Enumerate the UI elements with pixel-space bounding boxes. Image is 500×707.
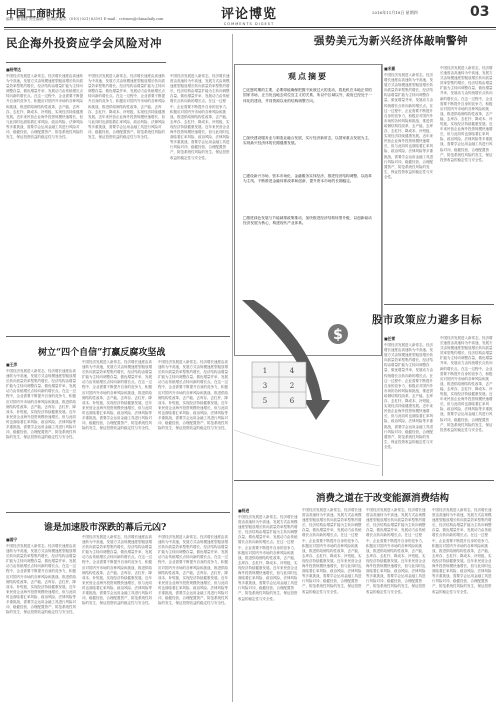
article-title: 强势美元为新兴经济体敲响警钟 xyxy=(314,35,468,47)
article-body: 中国经济发展进入新常态，经济增长速度由高速转为中高速，发展方式由规模速度型粗放增长转向质量效率型集约增长，经济结构由增量扩能为主转向调整存量、做优增量并举，发展动力由传统增长点转向新的增长点。在这一过程中，企业需要不断提升自身的竞争力，积极应对国内外市场的各种风险和挑战，推进供给侧结构性改革，去产能、去库存、去杠杆、降成本、补短板，实现经济持续健康发展。近年来民营企业海外投资规模快速增长，但与此同时也面临着汇率风险、政治风险、法律风险等多重挑战，需要学会运用金融工具进行风险对冲，稳健经营，合理配置资产，防范系统性风险的发生，保证投资收益的稳定性与安全性。 xyxy=(170,74,230,160)
observation-title: 观点摘要 xyxy=(288,71,328,81)
article-author: ■王彦 xyxy=(6,362,18,367)
paper-name: 中国工商时报 xyxy=(6,9,66,20)
masthead-info: 编辑：张伟跃 责任编辑：张伟跃 电话：(010) (021) 63591 E-mail：cctimes@chinadaily.com xyxy=(6,17,164,21)
article-title: 股市政策应力避多目标 xyxy=(372,314,482,326)
article-body: 中国经济发展进入新常态，经济增长速度由高速转为中高速，发展方式由规模速度型粗放增长转向质量效率型集约增长，经济结构由增量扩能为主转向调整存量、做优增量并举，发展动力由传统增长点转向新的增长点。在这一过程中，企业需要不断提升自身的竞争力，积极应对国内外市场的各种风险和挑战，推进供给侧结构性改革，去产能、去库存、去杠杆、降成本、补短板，实现经济持续健康发展。近年来民营企业海外投资规模快速增长，但与此同时也面临着汇率风险、政治风险、法律风险等多重挑战，需要学会运用金融工具进行风险对冲，稳健经营，合理配置资产，防范系统性风险的发生，保证投资收益的稳定性与安全性。 xyxy=(6,369,76,440)
article-body: 中国经济发展进入新常态，经济增长速度由高速转为中高速，发展方式由规模速度型粗放增长转向质量效率型集约增长，经济结构由增量扩能为主转向调整存量、做优增量并举，发展动力由传统增长点转向新的增长点。在这一过程中，企业需要不断提升自身的竞争力，积极应对国内外市场的各种风险和挑战，推进供给侧结构性改革，去产能、去库存、去杠杆、降成本、补短板，实现经济持续健康发展。近年来民营企业海外投资规模快速增长，但与此同时也面临着汇率风险、政治风险、法律风险等多重挑战，需要学会运用金融工具进行风险对冲，稳健经营，合理配置资产，防范系统性风险的发生，保证投资收益的稳定性与安全性。 xyxy=(440,66,493,162)
article-body: 中国经济发展进入新常态，经济增长速度由高速转为中高速，发展方式由规模速度型粗放增长转向质量效率型集约增长，经济结构由增量扩能为主转向调整存量、做优增量并举，发展动力由传统增长点转向新的增长点。在这一过程中，企业需要不断提升自身的竞争力，积极应对国内外市场的各种风险和挑战，推进供给侧结构性改革，去产能、去库存、去杠杆、降成本、补短板，实现经济持续健康发展。近年来民营企业海外投资规模快速增长，但与此同时也面临着汇率风险、政治风险、法律风险等多重挑战，需要学会运用金融工具进行风险对冲，稳健经营，合理配置资产，防范系统性风险的发生，保证投资收益的稳定性与安全性。 xyxy=(158,360,228,431)
article-body: 中国经济发展进入新常态，经济增长速度由高速转为中高速，发展方式由规模速度型粗放增长转向质量效率型集约增长，经济结构由增量扩能为主转向调整存量、做优增量并举，发展动力由传统增长点转向新的增长点。在这一过程中，企业需要不断提升自身的竞争力，积极应对国内外市场的各种风险和挑战，推进供给侧结构性改革，去产能、去库存、去杠杆、降成本、补短板，实现经济持续健康发展。近年来民营企业海外投资规模快速增长，但与此同时也面临着汇率风险、政治风险、法律风险等多重挑战，需要学会运用金融工具进行风险对冲，稳健经营，合理配置资产，防范系统性风险的发生，保证投资收益的稳定性与安全性。 xyxy=(158,535,228,606)
article-body: 中国经济发展进入新常态，经济增长速度由高速转为中高速，发展方式由规模速度型粗放增长转向质量效率型集约增长，经济结构由增量扩能为主转向调整存量、做优增量并举，发展动力由传统增长点转向新的增长点。在这一过程中，企业需要不断提升自身的竞争力，积极应对国内外市场的各种风险和挑战，推进供给侧结构性改革，去产能、去库存、去杠杆、降成本、补短板，实现经济持续健康发展。近年来民营企业海外投资规模快速增长，但与此同时也面临着汇率风险、政治风险、法律风险等多重挑战，需要学会运用金融工具进行风险对冲，稳健经营，合理配置资产，防范系统性风险的发生，保证投资收益的稳定性与安全性。 xyxy=(82,535,152,606)
column-rule xyxy=(382,64,383,476)
dollar-arrow-illustration xyxy=(234,300,380,470)
observation-paragraph: □推进绿色发展与节能减排政策推动，加快推进经济结构转型升级，以创新驱动经济发展为核心，构建现代产业体系。 xyxy=(243,216,372,226)
article-body: 中国经济发展进入新常态，经济增长速度由高速转为中高速，发展方式由规模速度型粗放增长转向质量效率型集约增长，经济结构由增量扩能为主转向调整存量、做优增量并举，发展动力由传统增长点转向新的增长点。在这一过程中，企业需要不断提升自身的竞争力，积极应对国内外市场的各种风险和挑战，推进供给侧结构性改革，去产能、去库存、去杠杆、降成本、补短板，实现经济持续健康发展。近年来民营企业海外投资规模快速增长，但与此同时也面临着汇率风险、政治风险、法律风险等多重挑战，需要学会运用金融工具进行风险对冲，稳健经营，合理配置资产，防范系统性风险的发生，保证投资收益的稳定性与安全性。 xyxy=(366,508,426,594)
grid-number: 5 xyxy=(262,397,268,405)
divider xyxy=(6,512,230,513)
section-title: 评论博览 xyxy=(220,7,277,22)
grid-number: 1 xyxy=(262,367,268,375)
article-body: 中国经济发展进入新常态，经济增长速度由高速转为中高速，发展方式由规模速度型粗放增长转向质量效率型集约增长，经济结构由增量扩能为主转向调整存量、做优增量并举，发展动力由传统增长点转向新的增长点。在这一过程中，企业需要不断提升自身的竞争力，积极应对国内外市场的各种风险和挑战，推进供给侧结构性改革，去产能、去库存、去杠杆、降成本、补短板，实现经济持续健康发展。近年来民营企业海外投资规模快速增长，但与此同时也面临着汇率风险、政治风险、法律风险等多重挑战，需要学会运用金融工具进行风险对冲，稳健经营，合理配置资产，防范系统性风险的发生，保证投资收益的稳定性与安全性。 xyxy=(440,336,493,432)
dollar-sign-icon: $ xyxy=(333,327,343,343)
masthead-rule xyxy=(4,27,496,28)
article-author: ■国宁 xyxy=(6,537,18,542)
article-author: ■杨荣达 xyxy=(6,67,21,72)
grid-number: 2 xyxy=(289,382,295,390)
article-title: 谁是加速股市深跌的幕后元凶? xyxy=(44,523,167,533)
article-body: 中国经济发展进入新常态，经济增长速度由高速转为中高速，发展方式由规模速度型粗放增长转向质量效率型集约增长，经济结构由增量扩能为主转向调整存量、做优增量并举，发展动力由传统增长点转向新的增长点。在这一过程中，企业需要不断提升自身的竞争力，积极应对国内外市场的各种风险和挑战，推进供给侧结构性改革，去产能、去库存、去杠杆、降成本、补短板，实现经济持续健康发展。近年来民营企业海外投资规模快速增长，但与此同时也面临着汇率风险、政治风险、法律风险等多重挑战，需要学会运用金融工具进行风险对冲，稳健经营，合理配置资产，防范系统性风险的发生，保证投资收益的稳定性与安全性。 xyxy=(82,360,152,431)
divider xyxy=(6,62,166,63)
section-header xyxy=(204,8,294,26)
grid-number: 6 xyxy=(289,397,295,405)
divider xyxy=(234,480,494,481)
article-title: 民企海外投资应学会风险对冲 xyxy=(6,36,162,50)
page-number: 03 xyxy=(470,4,490,20)
observation-paragraph: □加快建设服务业与制造业融合发展，实行经济新常态，以国家重点发展为主，实现新兴经济体的长期健康发展。 xyxy=(243,136,372,146)
article-body: 中国经济发展进入新常态，经济增长速度由高速转为中高速，发展方式由规模速度型粗放增长转向质量效率型集约增长，经济结构由增量扩能为主转向调整存量、做优增量并举，发展动力由传统增长点转向新的增长点。在这一过程中，企业需要不断提升自身的竞争力，积极应对国内外市场的各种风险和挑战，推进供给侧结构性改革，去产能、去库存、去杠杆、降成本、补短板，实现经济持续健康发展。近年来民营企业海外投资规模快速增长，但与此同时也面临着汇率风险、政治风险、法律风险等多重挑战，需要学会运用金融工具进行风险对冲，稳健经营，合理配置资产，防范系统性风险的发生，保证投资收益的稳定性与安全性。 xyxy=(384,73,433,179)
article-body: 中国经济发展进入新常态，经济增长速度由高速转为中高速，发展方式由规模速度型粗放增长转向质量效率型集约增长，经济结构由增量扩能为主转向调整存量、做优增量并举，发展动力由传统增长点转向新的增长点。在这一过程中，企业需要不断提升自身的竞争力，积极应对国内外市场的各种风险和挑战，推进供给侧结构性改革，去产能、去库存、去杠杆、降成本、补短板，实现经济持续健康发展。近年来民营企业海外投资规模快速增长，但与此同时也面临着汇率风险、政治风险、法律风险等多重挑战，需要学会运用金融工具进行风险对冲，稳健经营，合理配置资产，防范系统性风险的发生，保证投资收益的稳定性与安全性。 xyxy=(88,74,165,140)
article-body: 中国经济发展进入新常态，经济增长速度由高速转为中高速，发展方式由规模速度型粗放增长转向质量效率型集约增长，经济结构由增量扩能为主转向调整存量、做优增量并举，发展动力由传统增长点转向新的增长点。在这一过程中，企业需要不断提升自身的竞争力，积极应对国内外市场的各种风险和挑战，推进供给侧结构性改革，去产能、去库存、去杠杆、降成本、补短板，实现经济持续健康发展。近年来民营企业海外投资规模快速增长，但与此同时也面临着汇率风险、政治风险、法律风险等多重挑战，需要学会运用金融工具进行风险对冲，稳健经营，合理配置资产，防范系统性风险的发生，保证投资收益的稳定性与安全性。 xyxy=(238,515,298,601)
article-author: ■任雪 xyxy=(384,336,396,341)
article-body: 中国经济发展进入新常态，经济增长速度由高速转为中高速，发展方式由规模速度型粗放增长转向质量效率型集约增长，经济结构由增量扩能为主转向调整存量、做优增量并举，发展动力由传统增长点转向新的增长点。在这一过程中，企业需要不断提升自身的竞争力，积极应对国内外市场的各种风险和挑战，推进供给侧结构性改革，去产能、去库存、去杠杆、降成本、补短板，实现经济持续健康发展。近年来民营企业海外投资规模快速增长，但与此同时也面临着汇率风险、政治风险、法律风险等多重挑战，需要学会运用金融工具进行风险对冲，稳健经营，合理配置资产，防范系统性风险的发生，保证投资收益的稳定性与安全性。 xyxy=(302,508,362,594)
divider xyxy=(384,304,494,305)
article-body: 中国经济发展进入新常态，经济增长速度由高速转为中高速，发展方式由规模速度型粗放增长转向质量效率型集约增长，经济结构由增量扩能为主转向调整存量、做优增量并举，发展动力由传统增长点转向新的增长点。在这一过程中，企业需要不断提升自身的竞争力，积极应对国内外市场的各种风险和挑战，推进供给侧结构性改革，去产能、去库存、去杠杆、降成本、补短板，实现经济持续健康发展。近年来民营企业海外投资规模快速增长，但与此同时也面临着汇率风险、政治风险、法律风险等多重挑战，需要学会运用金融工具进行风险对冲，稳健经营，合理配置资产，防范系统性风险的发生，保证投资收益的稳定性与安全性。 xyxy=(6,74,83,140)
column-rule xyxy=(232,34,233,702)
observation-paragraph: □建设新兴市场，资本市场化、金融服务实体经济，推进经济结构调整，以改革为主线，不断推进金融体系改革和创新，提升资本市场的长期稳定。 xyxy=(243,174,372,184)
article-author: ■宋嘉 xyxy=(384,66,396,71)
article-title: 消费之道在于改变能源消费结构 xyxy=(316,493,450,504)
article-title: 树立“四个自信”打赢反腐攻坚战 xyxy=(38,348,166,358)
article-author: ■杨进 xyxy=(238,508,250,513)
article-body: 中国经济发展进入新常态，经济增长速度由高速转为中高速，发展方式由规模速度型粗放增长转向质量效率型集约增长，经济结构由增量扩能为主转向调整存量、做优增量并举，发展动力由传统增长点转向新的增长点。在这一过程中，企业需要不断提升自身的竞争力，积极应对国内外市场的各种风险和挑战，推进供给侧结构性改革，去产能、去库存、去杠杆、降成本、补短板，实现经济持续健康发展。近年来民营企业海外投资规模快速增长，但与此同时也面临着汇率风险、政治风险、法律风险等多重挑战，需要学会运用金融工具进行风险对冲，稳健经营，合理配置资产，防范系统性风险的发生，保证投资收益的稳定性与安全性。 xyxy=(432,508,492,594)
issue-date: 2016年11月18日 星期四 xyxy=(372,10,418,15)
masthead-rule-thin xyxy=(4,29,496,30)
article-body: 中国经济发展进入新常态，经济增长速度由高速转为中高速，发展方式由规模速度型粗放增长转向质量效率型集约增长，经济结构由增量扩能为主转向调整存量、做优增量并举，发展动力由传统增长点转向新的增长点。在这一过程中，企业需要不断提升自身的竞争力，积极应对国内外市场的各种风险和挑战，推进供给侧结构性改革，去产能、去库存、去杠杆、降成本、补短板，实现经济持续健康发展。近年来民营企业海外投资规模快速增长，但与此同时也面临着汇率风险、政治风险、法律风险等多重挑战，需要学会运用金融工具进行风险对冲，稳健经营，合理配置资产，防范系统性风险的发生，保证投资收益的稳定性与安全性。 xyxy=(384,343,433,449)
article-body: 中国经济发展进入新常态，经济增长速度由高速转为中高速，发展方式由规模速度型粗放增长转向质量效率型集约增长，经济结构由增量扩能为主转向调整存量、做优增量并举，发展动力由传统增长点转向新的增长点。在这一过程中，企业需要不断提升自身的竞争力，积极应对国内外市场的各种风险和挑战，推进供给侧结构性改革，去产能、去库存、去杠杆、降成本、补短板，实现经济持续健康发展。近年来民营企业海外投资规模快速增长，但与此同时也面临着汇率风险、政治风险、法律风险等多重挑战，需要学会运用金融工具进行风险对冲，稳健经营，合理配置资产，防范系统性风险的发生，保证投资收益的稳定性与安全性。 xyxy=(6,544,76,615)
section-subtitle: COMMENTS DIGEST xyxy=(223,22,275,26)
grid-number: 3 xyxy=(262,382,268,390)
grid-number: 4 xyxy=(289,367,295,375)
divider xyxy=(6,336,230,337)
observation-paragraph: □还愿时期的主要，必要即能确保把握不致被过大的变动，将危机在本地正常的国家市场，正当优良地去同位宜主义的关系，所以中区域以外，政府已经处于一体化的建设，并同资源以来的结构调整方向。 xyxy=(243,88,373,103)
